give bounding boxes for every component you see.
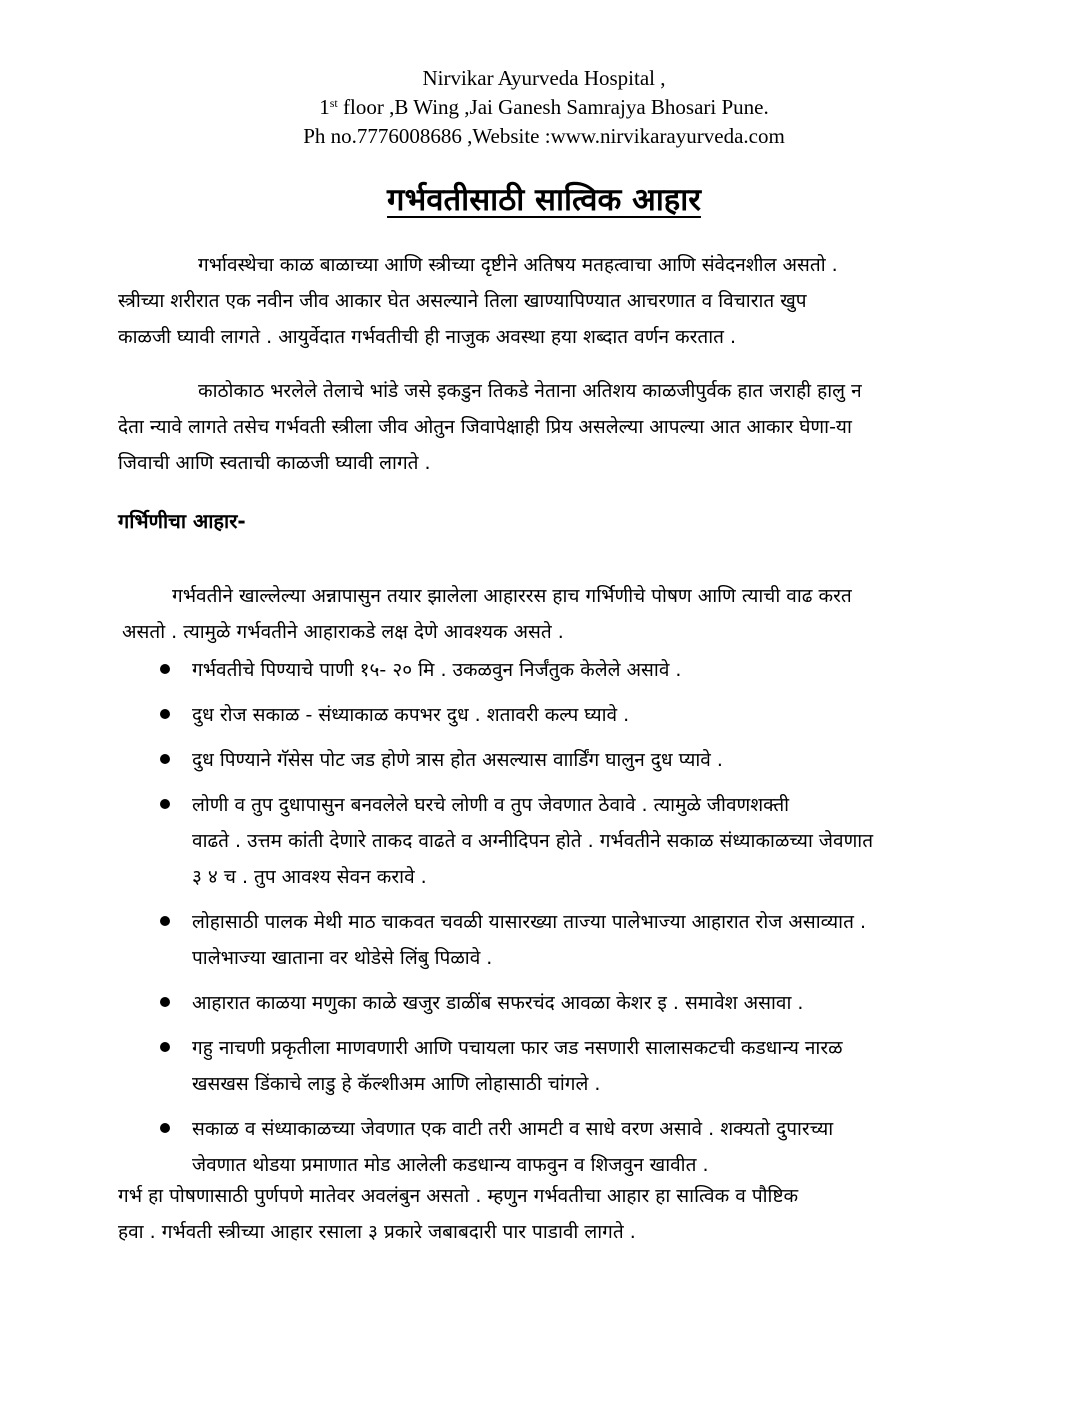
- bullet-icon: [160, 799, 170, 809]
- document-title-wrap: [0, 178, 1088, 220]
- hospital-header: [0, 64, 1088, 151]
- list-item: [150, 697, 940, 733]
- paragraph-line: असतो . त्यामुळे गर्भवतीने आहाराकडे लक्ष देणे आवश्यक असते .: [122, 621, 564, 643]
- hospital-contact: Ph no.7776008686 ,Website :www.nirvikarayurveda.com: [303, 124, 785, 148]
- hospital-address: [0, 93, 1088, 122]
- paragraph-line: गर्भवतीने खाल्लेल्या अन्नापासुन तयार झालेला आहाररस हाच गर्भिणीचे पोषण आणि त्याची वाढ करत: [172, 585, 852, 607]
- list-item-line: ३ ४ च . तुप आवश्य सेवन करावे .: [192, 866, 427, 888]
- diet-intro: [122, 578, 960, 650]
- closing-paragraph: [118, 1178, 948, 1250]
- paragraph-line: काळजी घ्यावी लागते . आयुर्वेदात गर्भवतीची ही नाजुक अवस्था हया शब्दात वर्णन करतात .: [118, 326, 737, 348]
- address-text: floor ,B Wing ,Jai Ganesh Samrajya Bhosari Pune.: [337, 95, 769, 119]
- bullet-icon: [160, 709, 170, 719]
- list-item-line: लोणी व तुप दुधापासुन बनवलेले घरचे लोणी व तुप जेवणात ठेवावे . त्यामुळे जीवणशक्ती: [192, 794, 790, 816]
- hospital-name: Nirvikar Ayurveda Hospital ,: [422, 66, 666, 90]
- list-item-line: गर्भवतीचे पिण्याचे पाणी १५- २० मि . उकळवुन निर्जंतुक केलेले असावे .: [192, 659, 682, 681]
- bullet-icon: [160, 1042, 170, 1052]
- list-item-line: पालेभाज्या खाताना वर थोडेसे लिंबु पिळावे .: [192, 947, 493, 969]
- list-item: [150, 1111, 940, 1183]
- floor-number: 1: [319, 95, 330, 119]
- list-item-line: गहु नाचणी प्रकृतीला माणवणारी आणि पचायला फार जड नसणारी सालासकटची कडधान्य नारळ: [192, 1037, 843, 1059]
- list-item: [150, 787, 940, 895]
- paragraph-oil-pot-analogy: [118, 373, 956, 481]
- paragraph-line: स्त्रीच्या शरीरात एक नवीन जीव आकार घेत असल्याने तिला खाण्यापिण्यात आचरणात व विचारात खुप: [118, 290, 807, 312]
- bullet-icon: [160, 754, 170, 764]
- paragraph-line: काठोकाठ भरलेले तेलाचे भांडे जसे इकडुन तिकडे नेताना अतिशय काळजीपुर्वक हात जराही हालु न: [198, 380, 862, 402]
- list-item-line: खसखस डिंकाचे लाडु हे कॅल्शीअम आणि लोहासाठी चांगले .: [192, 1073, 601, 1095]
- paragraph-line: गर्भावस्थेचा काळ बाळाच्या आणि स्त्रीच्या दृष्टीने अतिषय मतहत्वाचा आणि संवेदनशील असतो .: [198, 254, 838, 276]
- list-item: [150, 1030, 940, 1102]
- list-item: [150, 742, 940, 778]
- list-item: [150, 985, 940, 1021]
- list-item-line: दुध रोज सकाळ - संध्याकाळ कपभर दुध . शतावरी कल्प घ्यावे .: [192, 704, 630, 726]
- paragraph-line: गर्भ हा पोषणासाठी पुर्णपणे मातेवर अवलंबुन असतो . म्हणुन गर्भवतीचा आहार हा सात्विक व पौष्टिक: [118, 1185, 799, 1207]
- floor-ordinal: st: [329, 96, 338, 110]
- list-item-line: वाढते . उत्तम कांती देणारे ताकद वाढते व अग्नीदिपन होते . गर्भवतीने सकाळ संध्याकाळच्या जेवणात: [192, 830, 874, 852]
- bullet-icon: [160, 664, 170, 674]
- document-title: गर्भवतीसाठी सात्विक आहार: [387, 182, 701, 218]
- paragraph-pregnancy-intro: [118, 247, 956, 355]
- list-item-line: आहारात काळया मणुका काळे खजुर डाळींब सफरचंद आवळा केशर इ . समावेश असावा .: [192, 992, 804, 1014]
- bullet-icon: [160, 916, 170, 926]
- list-item-line: लोहासाठी पालक मेथी माठ चाकवत चवळी यासारख्या ताज्या पालेभाज्या आहारात रोज असाव्यात .: [192, 911, 867, 933]
- paragraph-line: देता न्यावे लागते तसेच गर्भवती स्त्रीला जीव ओतुन जिवापेक्षाही प्रिय असलेल्या आपल्या आत आकार घेणा-या: [118, 416, 852, 438]
- list-item: [150, 904, 940, 976]
- section-heading: गर्भिणीचा आहार-: [118, 509, 246, 533]
- list-item-line: दुध पिण्याने गॅसेस पोट जड होणे त्रास होत असल्यास वाार्डिंग घालुन दुध प्यावे .: [192, 749, 723, 771]
- diet-points-list: [150, 652, 940, 1192]
- list-item-line: जेवणात थोडया प्रमाणात मोड आलेली कडधान्य वाफवुन व शिजवुन खावीत .: [192, 1154, 709, 1176]
- bullet-icon: [160, 1123, 170, 1133]
- list-item-line: सकाळ व संध्याकाळच्या जेवणात एक वाटी तरी आमटी व साधे वरण असावे . शक्यतो दुपारच्या: [192, 1118, 834, 1140]
- paragraph-line: हवा . गर्भवती स्त्रीच्या आहार रसाला ३ प्रकारे जबाबदारी पार पाडावी लागते .: [118, 1221, 636, 1243]
- bullet-icon: [160, 997, 170, 1007]
- list-item: [150, 652, 940, 688]
- paragraph-line: जिवाची आणि स्वताची काळजी घ्यावी लागते .: [118, 452, 431, 474]
